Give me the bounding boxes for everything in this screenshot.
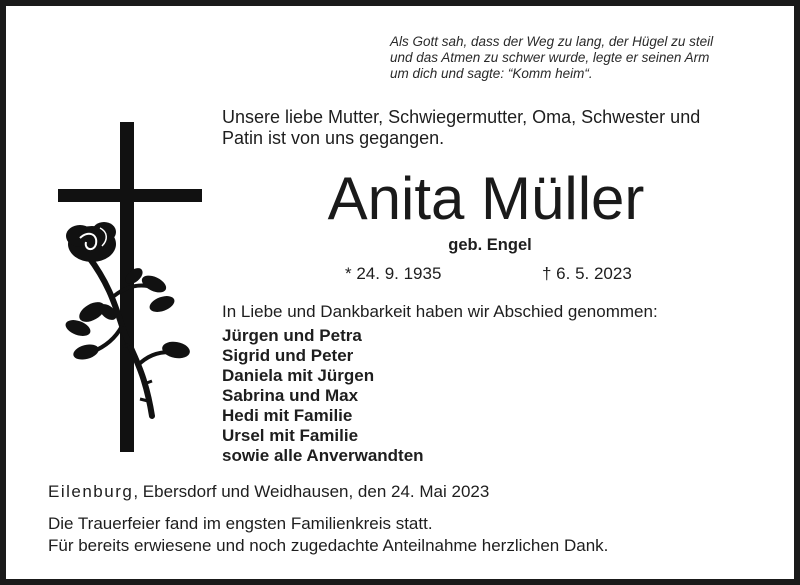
mourner-item: Jürgen und Petra (222, 326, 362, 345)
funeral-line: Für bereits erwiesene und noch zugedachte Anteilnahme herzlichen Dank. (48, 536, 609, 555)
mourner-item: Ursel mit Familie (222, 426, 359, 445)
place-rest: , Ebersdorf und Weidhausen, den 24. Mai 2023 (133, 482, 490, 501)
place-town: Eilenburg (48, 482, 134, 501)
quote-line: um dich und sagte: “Komm heim“. (390, 66, 593, 81)
intro-text (222, 107, 782, 149)
memorial-quote (390, 34, 770, 82)
mourner-item: Sabrina und Max (222, 386, 359, 405)
mourner-item: Hedi mit Familie (222, 406, 353, 425)
birth-date: * 24. 9. 1935 (345, 264, 442, 283)
mourner-item: sowie alle Anverwandten (222, 446, 424, 465)
mourner-item: Daniela mit Jürgen (222, 366, 375, 385)
quote-line: und das Atmen zu schwer wurde, legte er seinen Arm (390, 50, 710, 65)
place-and-date (48, 482, 489, 502)
farewell-line: In Liebe und Dankbarkeit haben wir Abschied genommen: (222, 302, 658, 321)
mourners-list (222, 326, 424, 466)
death-date: † 6. 5. 2023 (542, 264, 632, 283)
intro-line: Unsere liebe Mutter, Schwiegermutter, Oma, Schwester und (222, 107, 701, 127)
intro-line: Patin ist von uns gegangen. (222, 128, 445, 148)
maiden-name: geb. Engel (448, 236, 532, 254)
mourner-item: Sigrid und Peter (222, 346, 354, 365)
funeral-notice (48, 513, 608, 557)
funeral-line: Die Trauerfeier fand im engsten Familienkreis statt. (48, 514, 433, 533)
deceased-name: Anita Müller (327, 165, 645, 232)
quote-line: Als Gott sah, dass der Weg zu lang, der Hügel zu steil (390, 34, 714, 49)
